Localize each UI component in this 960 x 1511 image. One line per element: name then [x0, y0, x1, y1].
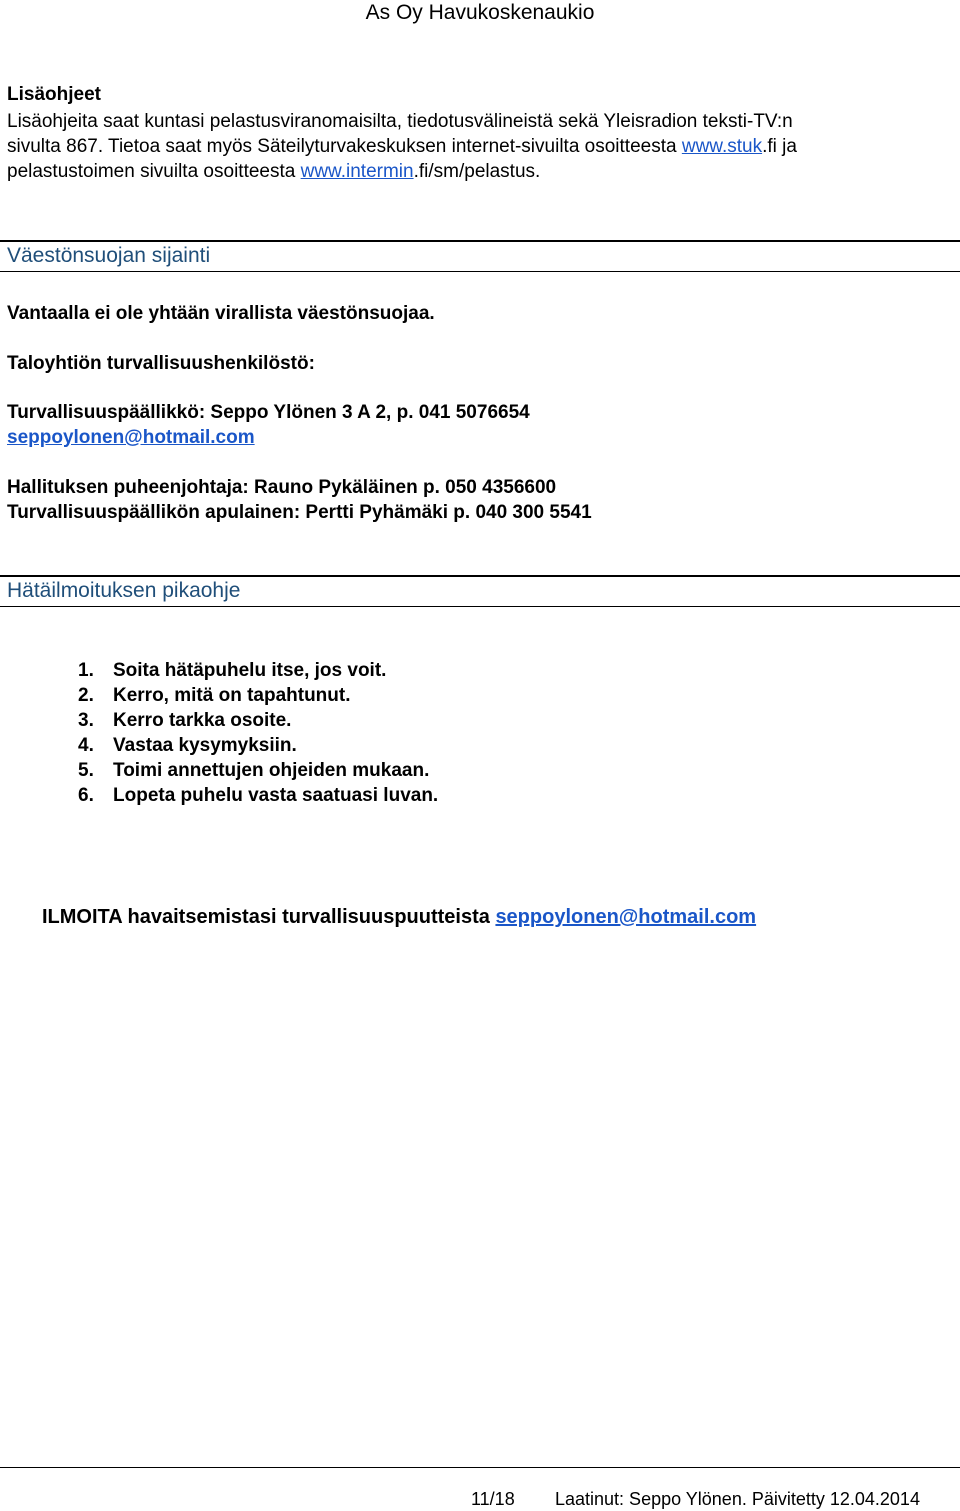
info-line-2	[7, 134, 937, 159]
emergency-rule-bottom	[0, 606, 960, 607]
staff-label: Taloyhtiön turvallisuushenkilöstö:	[7, 353, 315, 374]
step-text: Lopeta puhelu vasta saatuasi luvan.	[113, 785, 439, 806]
document-header-title: As Oy Havukoskenaukio	[365, 1, 595, 24]
info-line-1: Lisäohjeita saat kuntasi pelastusviranomaisilta, tiedotusvälineistä sekä Yleisradion teksti-TV:n	[7, 111, 793, 132]
deputy-contact: Turvallisuuspäällikön apulainen: Pertti Pyhämäki p. 040 300 5541	[7, 502, 592, 523]
list-item	[78, 783, 438, 808]
step-number: 5.	[78, 760, 94, 781]
step-number: 6.	[78, 785, 94, 806]
chief-email-link[interactable]: seppoylonen@hotmail.com	[7, 427, 255, 448]
step-number: 2.	[78, 685, 94, 706]
step-number: 1.	[78, 660, 94, 681]
list-item	[78, 758, 438, 783]
info-paragraph	[7, 109, 937, 184]
report-email-link[interactable]: seppoylonen@hotmail.com	[495, 906, 757, 928]
step-number: 4.	[78, 735, 94, 756]
report-text: ILMOITA havaitsemistasi turvallisuuspuutteista	[42, 906, 496, 928]
info-line-2-text: sivulta 867. Tietoa saat myös Säteilyturvakeskuksen internet-sivuilta osoitteesta	[7, 136, 682, 157]
list-item	[78, 683, 438, 708]
shelter-rule-top	[0, 240, 960, 242]
emergency-heading: Hätäilmoituksen pikaohje	[7, 579, 241, 602]
list-item	[78, 708, 438, 733]
step-text: Vastaa kysymyksiin.	[113, 735, 297, 756]
report-line	[42, 906, 756, 929]
info-label: Lisäohjeet	[7, 84, 101, 105]
step-text: Soita hätäpuhelu itse, jos voit.	[113, 660, 387, 681]
shelter-rule-bottom	[0, 271, 960, 272]
chair-contact: Hallituksen puheenjohtaja: Rauno Pykäläinen p. 050 4356600	[7, 477, 557, 498]
stuk-link[interactable]: www.stuk	[681, 136, 763, 157]
step-text: Kerro, mitä on tapahtunut.	[113, 685, 351, 706]
step-text: Kerro tarkka osoite.	[113, 710, 292, 731]
info-line-3-text: pelastustoimen sivuilta osoitteesta	[7, 161, 301, 182]
page-number: 11/18	[471, 1489, 515, 1509]
emergency-rule-top	[0, 575, 960, 577]
list-item	[78, 658, 438, 683]
footer-rule	[0, 1467, 960, 1468]
shelter-heading: Väestönsuojan sijainti	[7, 244, 211, 267]
info-line-2-suffix: .fi ja	[762, 136, 797, 157]
shelter-text: Vantaalla ei ole yhtään virallista väestönsuojaa.	[7, 303, 435, 324]
list-item	[78, 733, 438, 758]
info-line-3	[7, 159, 937, 184]
chief-contact: Turvallisuuspäällikkö: Seppo Ylönen 3 A 2, p. 041 5076654	[7, 402, 530, 423]
emergency-steps-list	[78, 658, 438, 808]
step-number: 3.	[78, 710, 94, 731]
step-text: Toimi annettujen ohjeiden mukaan.	[113, 760, 430, 781]
footer-author: Laatinut: Seppo Ylönen. Päivitetty 12.04.2014	[555, 1489, 920, 1509]
info-line-3-suffix: .fi/sm/pelastus.	[413, 161, 541, 182]
intermin-link[interactable]: www.intermin	[300, 161, 414, 182]
